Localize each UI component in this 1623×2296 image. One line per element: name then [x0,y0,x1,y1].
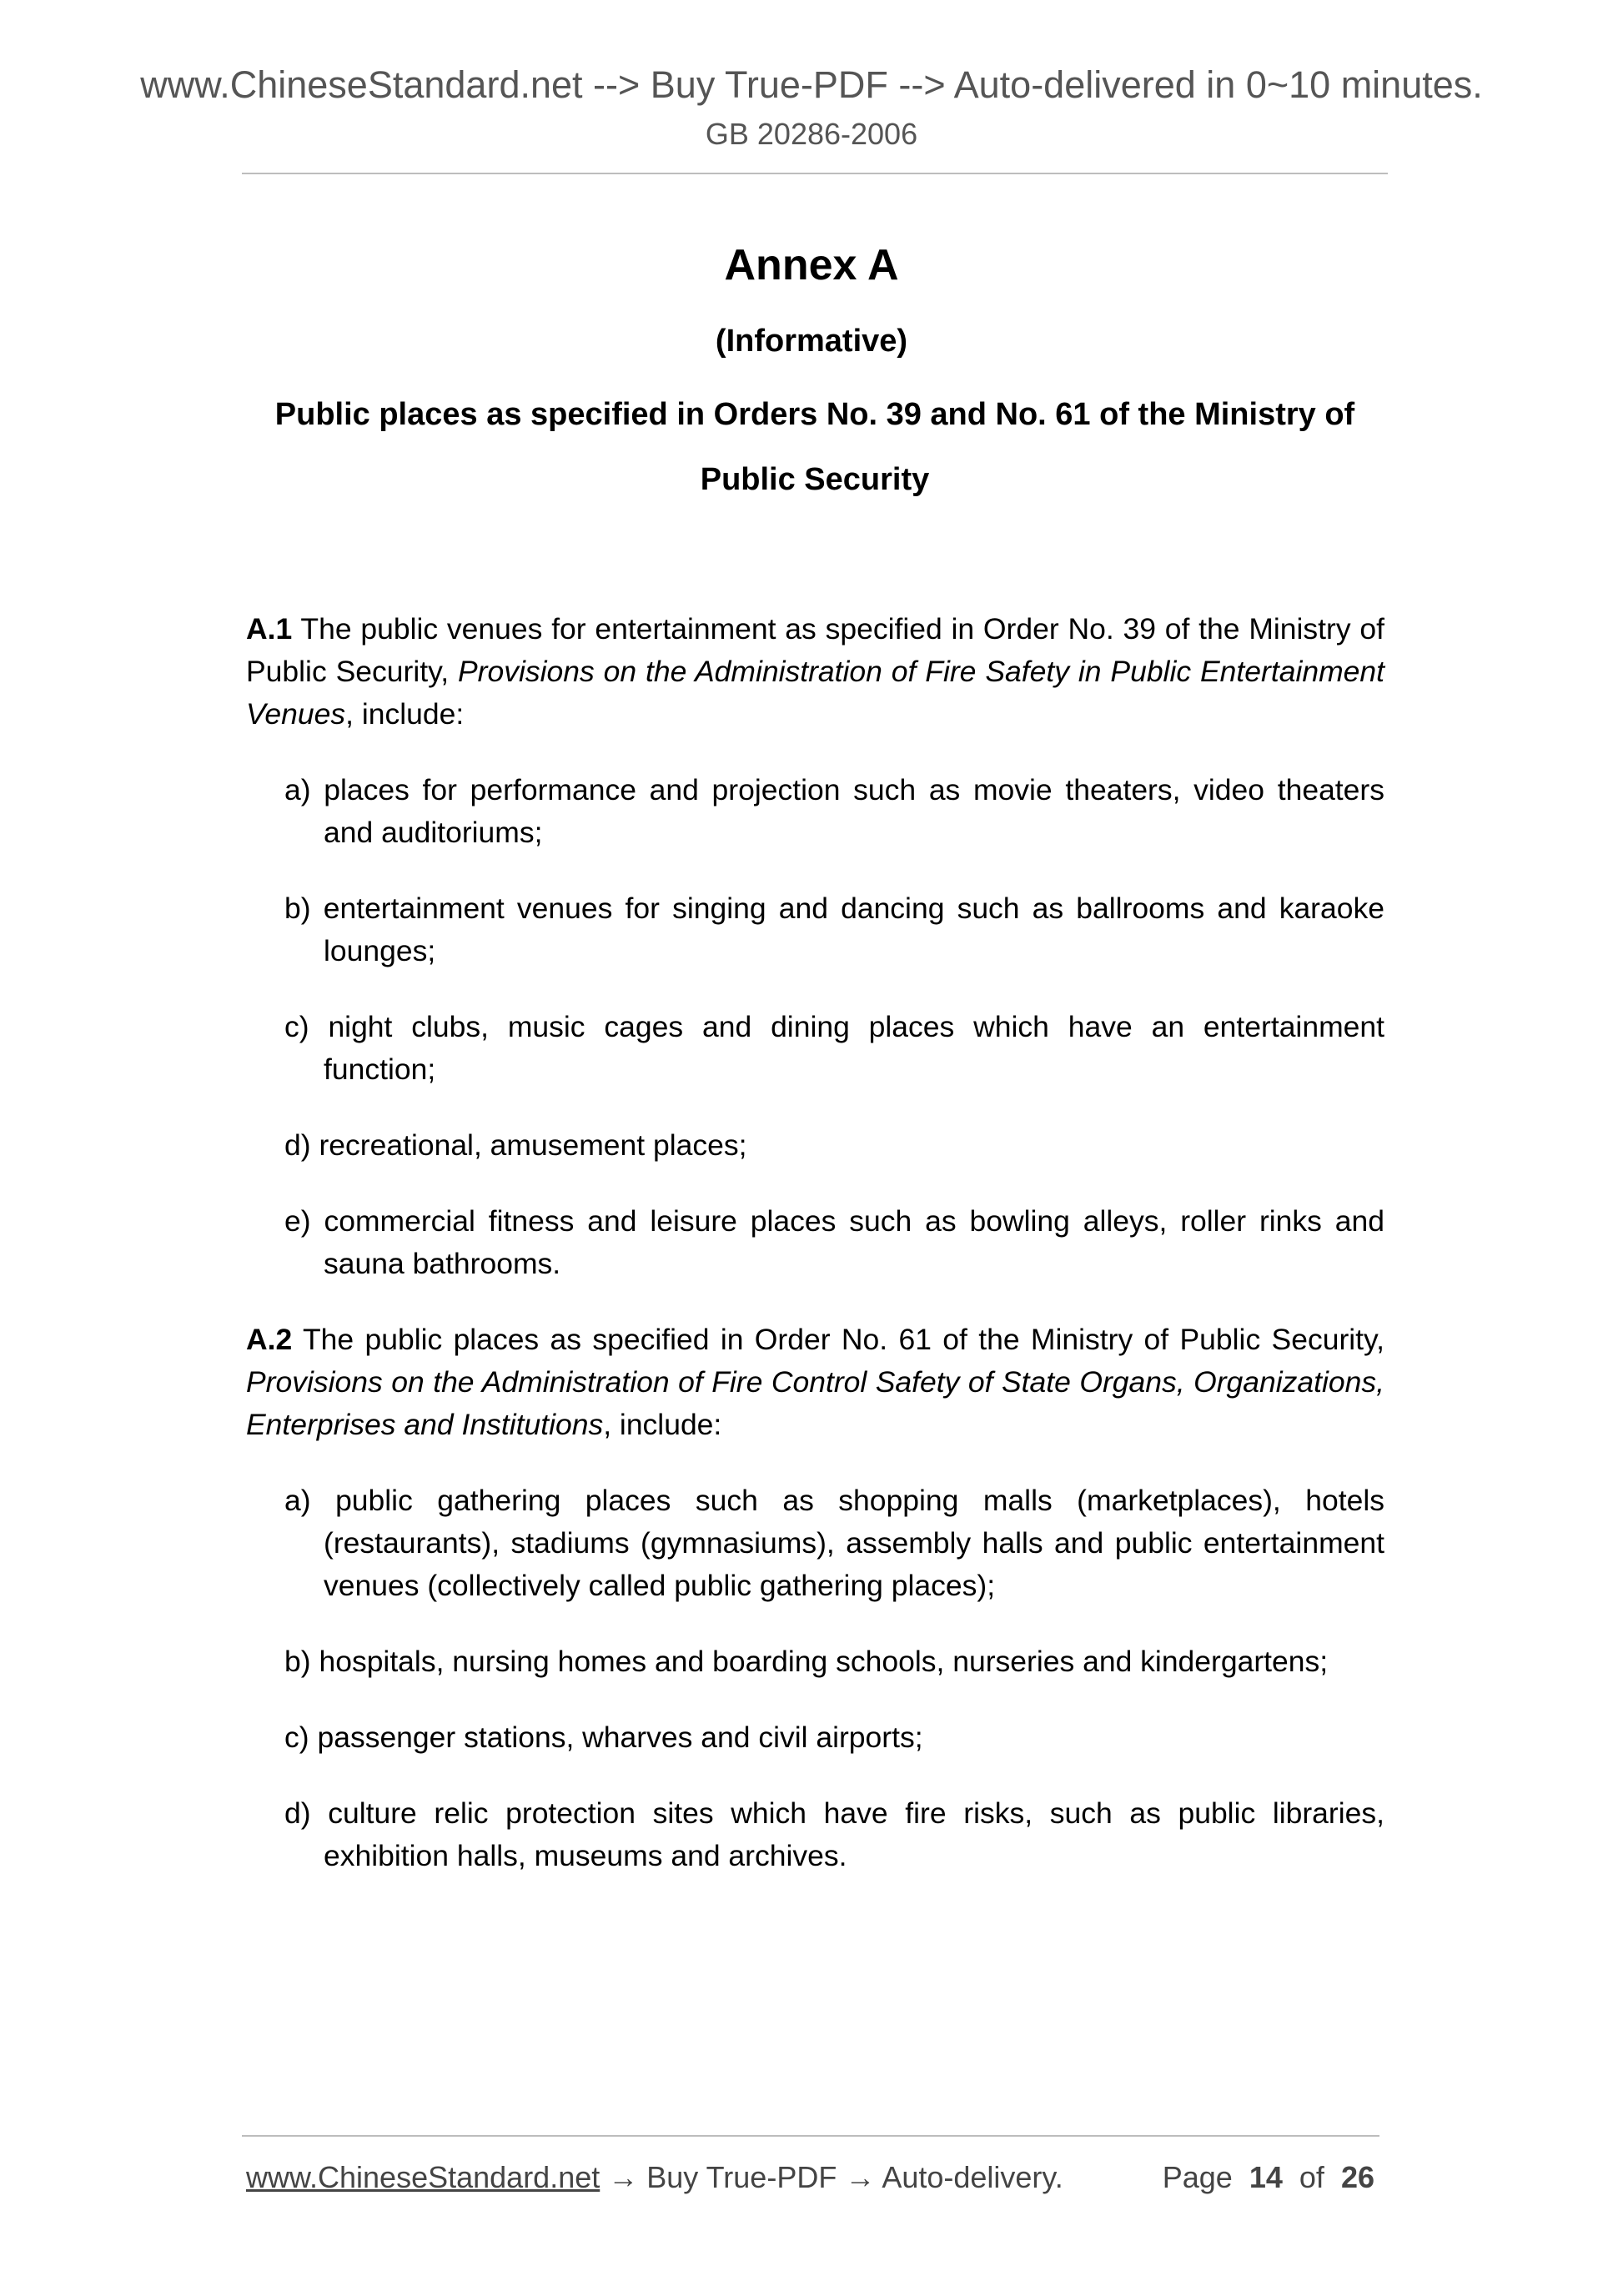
document-body [246,608,1384,1911]
list-item [246,769,1384,854]
clause-a2 [246,1319,1384,1446]
standard-number: GB 20286-2006 [705,117,918,151]
list-item [246,1006,1384,1091]
list-item [246,1124,1384,1167]
clause-a1-tail: , include: [345,697,465,731]
list-item-label: d) [284,1796,311,1830]
clause-a1-number: A.1 [246,612,293,646]
list-item-label: e) [284,1204,311,1238]
annex-heading: Public places as specified in Orders No. 39 and No. 61 of the Ministry of Public Security [274,397,1355,497]
list-item [246,1716,1384,1759]
clause-a2-list [246,1480,1384,1877]
list-item [246,1200,1384,1285]
clause-a2-intro: The public places as specified in Order No. 61 of the Ministry of Public Security, [292,1323,1384,1356]
page-label: Page [1162,2160,1233,2194]
clause-a1-list [246,769,1384,1285]
list-item-label: a) [284,773,311,806]
clause-a1 [246,608,1384,736]
list-item-label: b) [284,1645,311,1678]
list-item-label: d) [284,1128,311,1162]
list-item [246,1640,1384,1683]
list-item-text: culture relic protection sites which have fire risks, such as public libraries, exhibition halls, museums and archives. [324,1796,1384,1872]
list-item-label: c) [284,1721,309,1754]
list-item [246,1792,1384,1877]
clause-a1-regulation-title: Provisions on the Administration of Fire Safety in Public Entertainment Venues [246,655,1384,731]
clause-a1-intro: The public venues for entertainment as specified in Order No. 39 of the Ministry of Public Security, [246,612,1384,688]
list-item-text: recreational, amusement places; [319,1128,747,1162]
list-item-label: c) [284,1010,309,1043]
page-indicator [1163,2158,1374,2197]
list-item-text: public gathering places such as shopping malls (marketplaces), hotels (restaurants), stadiums (gymnasiums), assembly halls and public entertainment venues (collectively called public gathering places); [324,1484,1384,1602]
list-item-label: b) [284,892,311,925]
header-divider [242,173,1388,174]
list-item [246,1480,1384,1607]
list-item-text: night clubs, music cages and dining places which have an entertainment function; [324,1010,1384,1086]
list-item-text: places for performance and projection such as movie theaters, video theaters and auditoriums; [324,773,1384,849]
page-current: 14 [1249,2160,1283,2194]
list-item-text: passenger stations, wharves and civil airports; [317,1721,923,1754]
annex-subtitle: (Informative) [715,324,908,359]
list-item [246,887,1384,972]
annex-title: Annex A [724,241,899,289]
list-item-label: a) [284,1484,311,1517]
footer-site-link[interactable]: www.ChineseStandard.net [246,2160,600,2194]
clause-a2-regulation-title: Provisions on the Administration of Fire Control Safety of State Organs, Organizations, Enterprises and Institutions [246,1365,1384,1441]
page-total: 26 [1340,2160,1374,2194]
list-item-text: hospitals, nursing homes and boarding schools, nurseries and kindergartens; [319,1645,1329,1678]
list-item-text: commercial fitness and leisure places such as bowling alleys, roller rinks and sauna bathrooms. [324,1204,1385,1280]
list-item-text: entertainment venues for singing and dancing such as ballrooms and karaoke lounges; [323,892,1384,967]
clause-a2-number: A.2 [246,1323,293,1356]
footer-divider [242,2135,1379,2137]
footer-promo-text: → Buy True-PDF → Auto-delivery. [600,2160,1063,2194]
page-of-label: of [1299,2160,1324,2194]
header-banner: www.ChineseStandard.net --> Buy True-PDF --> Auto-delivered in 0~10 minutes. [140,63,1483,106]
clause-a2-tail: , include: [603,1408,722,1441]
footer-promo [246,2158,1063,2197]
